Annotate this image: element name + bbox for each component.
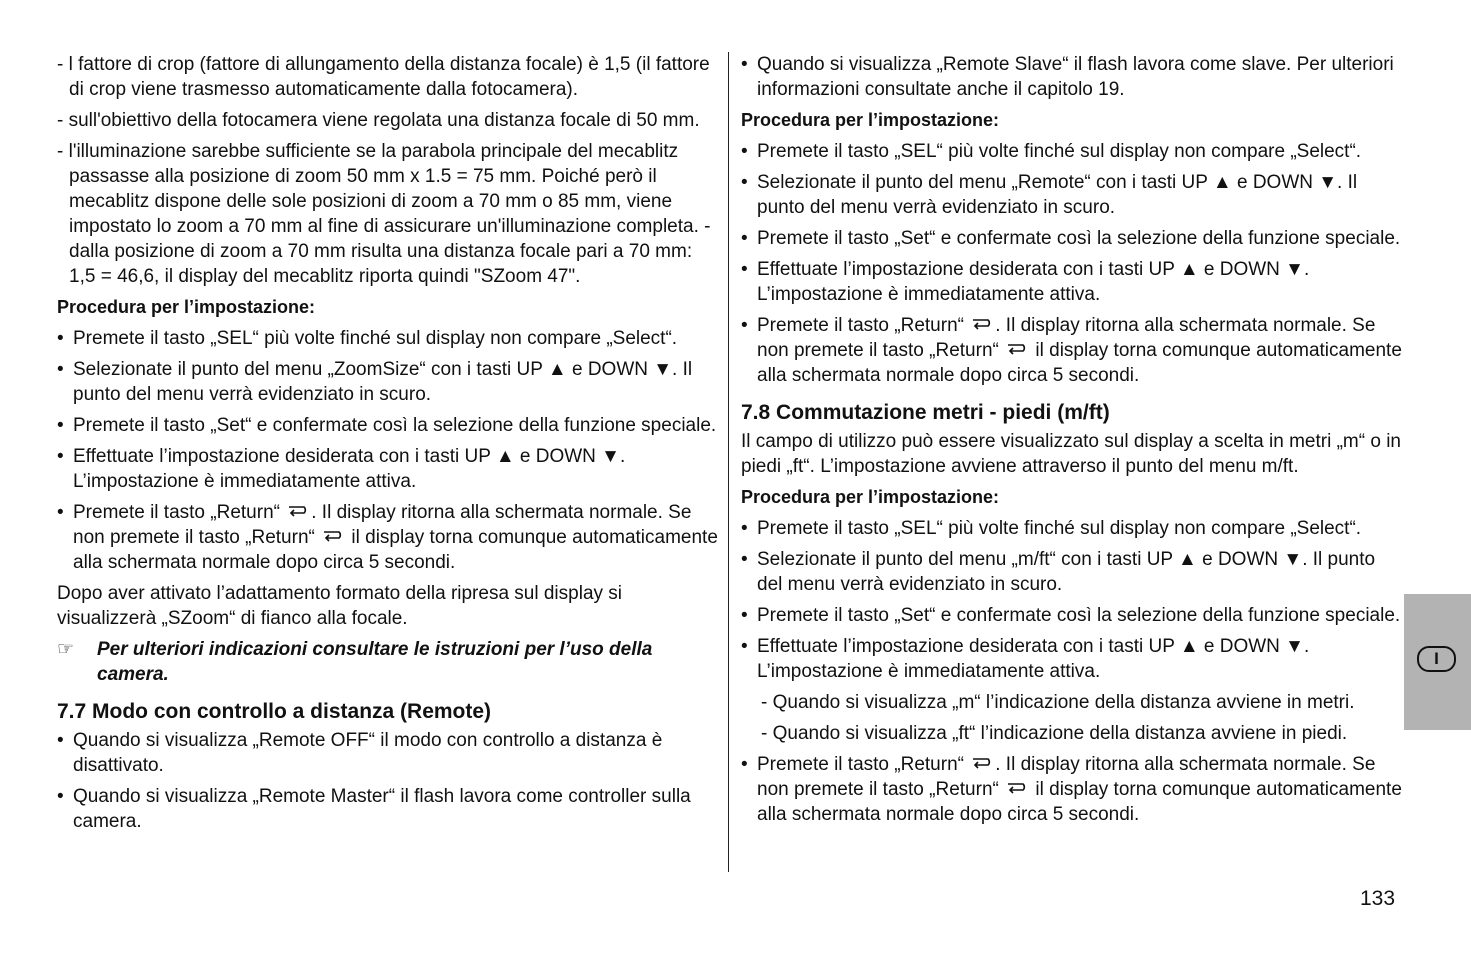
return-list-item: • Premete il tasto „Return“ . Il display ritorna alla schermata normale. Se non premete il tasto „Return“ il display torna comunque automaticamente alla schermata normale dopo circa 5 secondi. — [57, 502, 718, 573]
right-column — [741, 52, 1403, 833]
list-item: • Quando si visualizza „Remote Master“ il flash lavora come controller sulla camera. — [57, 786, 691, 832]
bullet: • — [57, 730, 64, 751]
bullet: • — [741, 754, 748, 775]
language-tab — [1404, 594, 1471, 730]
left-column — [57, 52, 723, 840]
bullet: • — [741, 228, 748, 249]
crop-item: - l'illuminazione sarebbe sufficiente se la parabola principale del mecablitz passasse alla posizione di zoom 50 mm x 1.5 = 75 mm. Poiché però il mecablitz dispone delle sole posizioni di zoom a 70 mm o 85 mm, viene impostato lo zoom a 70 mm al fine di assicurare un'illuminazione completa. - dalla posizione di zoom a 70 mm risulta una distanza focale pari a 70 mm: 1,5 = 46,6, il display del mecablitz riporta quindi "SZoom 47". — [57, 141, 711, 287]
bullet: • — [741, 315, 748, 336]
list-item: • Premete il tasto „SEL“ più volte finché sul display non compare „Select“. — [741, 141, 1362, 162]
list-item: • Premete il tasto „Set“ e confermate così la selezione della funzione speciale. — [57, 415, 717, 436]
pointing-hand-icon: ☞ — [57, 639, 75, 660]
procedure-heading: Procedura per l’impostazione: — [741, 110, 1000, 130]
return-arrow-icon — [971, 318, 993, 332]
list-item: • Selezionate il punto del menu „m/ft“ con i tasti UP ▲ e DOWN ▼. Il punto del menu verrà evidenziato in scuro. — [741, 549, 1376, 595]
unit-item: - Quando si visualizza „m“ l’indicazione della distanza avviene in metri. — [761, 692, 1355, 713]
bullet: • — [741, 172, 748, 193]
bullet: • — [57, 415, 64, 436]
crop-item: - l fattore di crop (fattore di allungamento della distanza focale) è 1,5 (il fattore di crop viene trasmesso automaticamente dalla fotocamera). — [57, 54, 710, 100]
section-title-7-8: 7.8 Commutazione metri - piedi (m/ft) — [741, 401, 1110, 424]
bullet: • — [741, 605, 748, 626]
bullet: • — [57, 328, 64, 349]
list-item: • Premete il tasto „SEL“ più volte finché sul display non compare „Select“. — [57, 328, 678, 349]
return-list-item: • Premete il tasto „Return“ . Il display ritorna alla schermata normale. Se non premete il tasto „Return“ il display torna comunque automaticamente alla schermata normale dopo circa 5 secondi. — [741, 754, 1402, 825]
bullet: • — [57, 786, 64, 807]
bullet: • — [57, 502, 64, 523]
return-arrow-icon — [322, 530, 344, 544]
list-item: • Selezionate il punto del menu „ZoomSize“ con i tasti UP ▲ e DOWN ▼. Il punto del menu verrà evidenziato in scuro. — [57, 359, 693, 405]
return-arrow-icon — [1006, 782, 1028, 796]
list-item: • Quando si visualizza „Remote Slave“ il flash lavora come slave. Per ulteriori informazioni consultate anche il capitolo 19. — [741, 54, 1394, 100]
bullet: • — [741, 518, 748, 539]
list-item: • Premete il tasto „SEL“ più volte finché sul display non compare „Select“. — [741, 518, 1362, 539]
list-item: • Effettuate l’impostazione desiderata con i tasti UP ▲ e DOWN ▼. L’impostazione è immediatamente attiva. — [741, 259, 1310, 305]
bullet: • — [741, 141, 748, 162]
bullet: • — [741, 636, 748, 657]
procedure-heading: Procedura per l’impostazione: — [741, 487, 1000, 507]
after-text: Dopo aver attivato l’adattamento formato della ripresa sul display si visualizzerà „SZoom“ di fianco alla focale. — [57, 583, 623, 629]
bullet: • — [741, 549, 748, 570]
procedure-heading: Procedura per l’impostazione: — [57, 297, 316, 317]
return-list-item: • Premete il tasto „Return“ . Il display ritorna alla schermata normale. Se non premete il tasto „Return“ il display torna comunque automaticamente alla schermata normale dopo circa 5 secondi. — [741, 315, 1402, 386]
return-arrow-icon — [971, 757, 993, 771]
list-item: • Premete il tasto „Set“ e confermate così la selezione della funzione speciale. — [741, 605, 1401, 626]
list-item: • Effettuate l’impostazione desiderata con i tasti UP ▲ e DOWN ▼. L’impostazione è immediatamente attiva. — [741, 636, 1310, 682]
bullet: • — [741, 54, 748, 75]
page-number: 133 — [1360, 887, 1396, 910]
return-arrow-icon — [287, 505, 309, 519]
section-intro: Il campo di utilizzo può essere visualizzato sul display a scelta in metri „m“ o in piedi „ft“. L’impostazione avviene attraverso il punto del menu m/ft. — [741, 431, 1401, 477]
list-item: • Effettuate l’impostazione desiderata con i tasti UP ▲ e DOWN ▼. L’impostazione è immediatamente attiva. — [57, 446, 626, 492]
bullet: • — [741, 259, 748, 280]
bullet: • — [57, 446, 64, 467]
language-badge: I — [1417, 646, 1456, 672]
crop-item: - sull'obiettivo della fotocamera viene regolata una distanza focale di 50 mm. — [57, 110, 700, 131]
column-divider — [728, 52, 729, 872]
list-item: • Premete il tasto „Set“ e confermate così la selezione della funzione speciale. — [741, 228, 1401, 249]
bullet: • — [57, 359, 64, 380]
note: ☞ Per ulteriori indicazioni consultare le istruzioni per l’uso della camera. — [57, 639, 653, 685]
return-arrow-icon — [1006, 343, 1028, 357]
section-title-7-7: 7.7 Modo con controllo a distanza (Remote) — [57, 700, 492, 723]
list-item: • Quando si visualizza „Remote OFF“ il modo con controllo a distanza è disattivato. — [57, 730, 663, 776]
unit-item: - Quando si visualizza „ft“ l’indicazione della distanza avviene in piedi. — [761, 723, 1348, 744]
list-item: • Selezionate il punto del menu „Remote“ con i tasti UP ▲ e DOWN ▼. Il punto del menu verrà evidenziato in scuro. — [741, 172, 1358, 218]
